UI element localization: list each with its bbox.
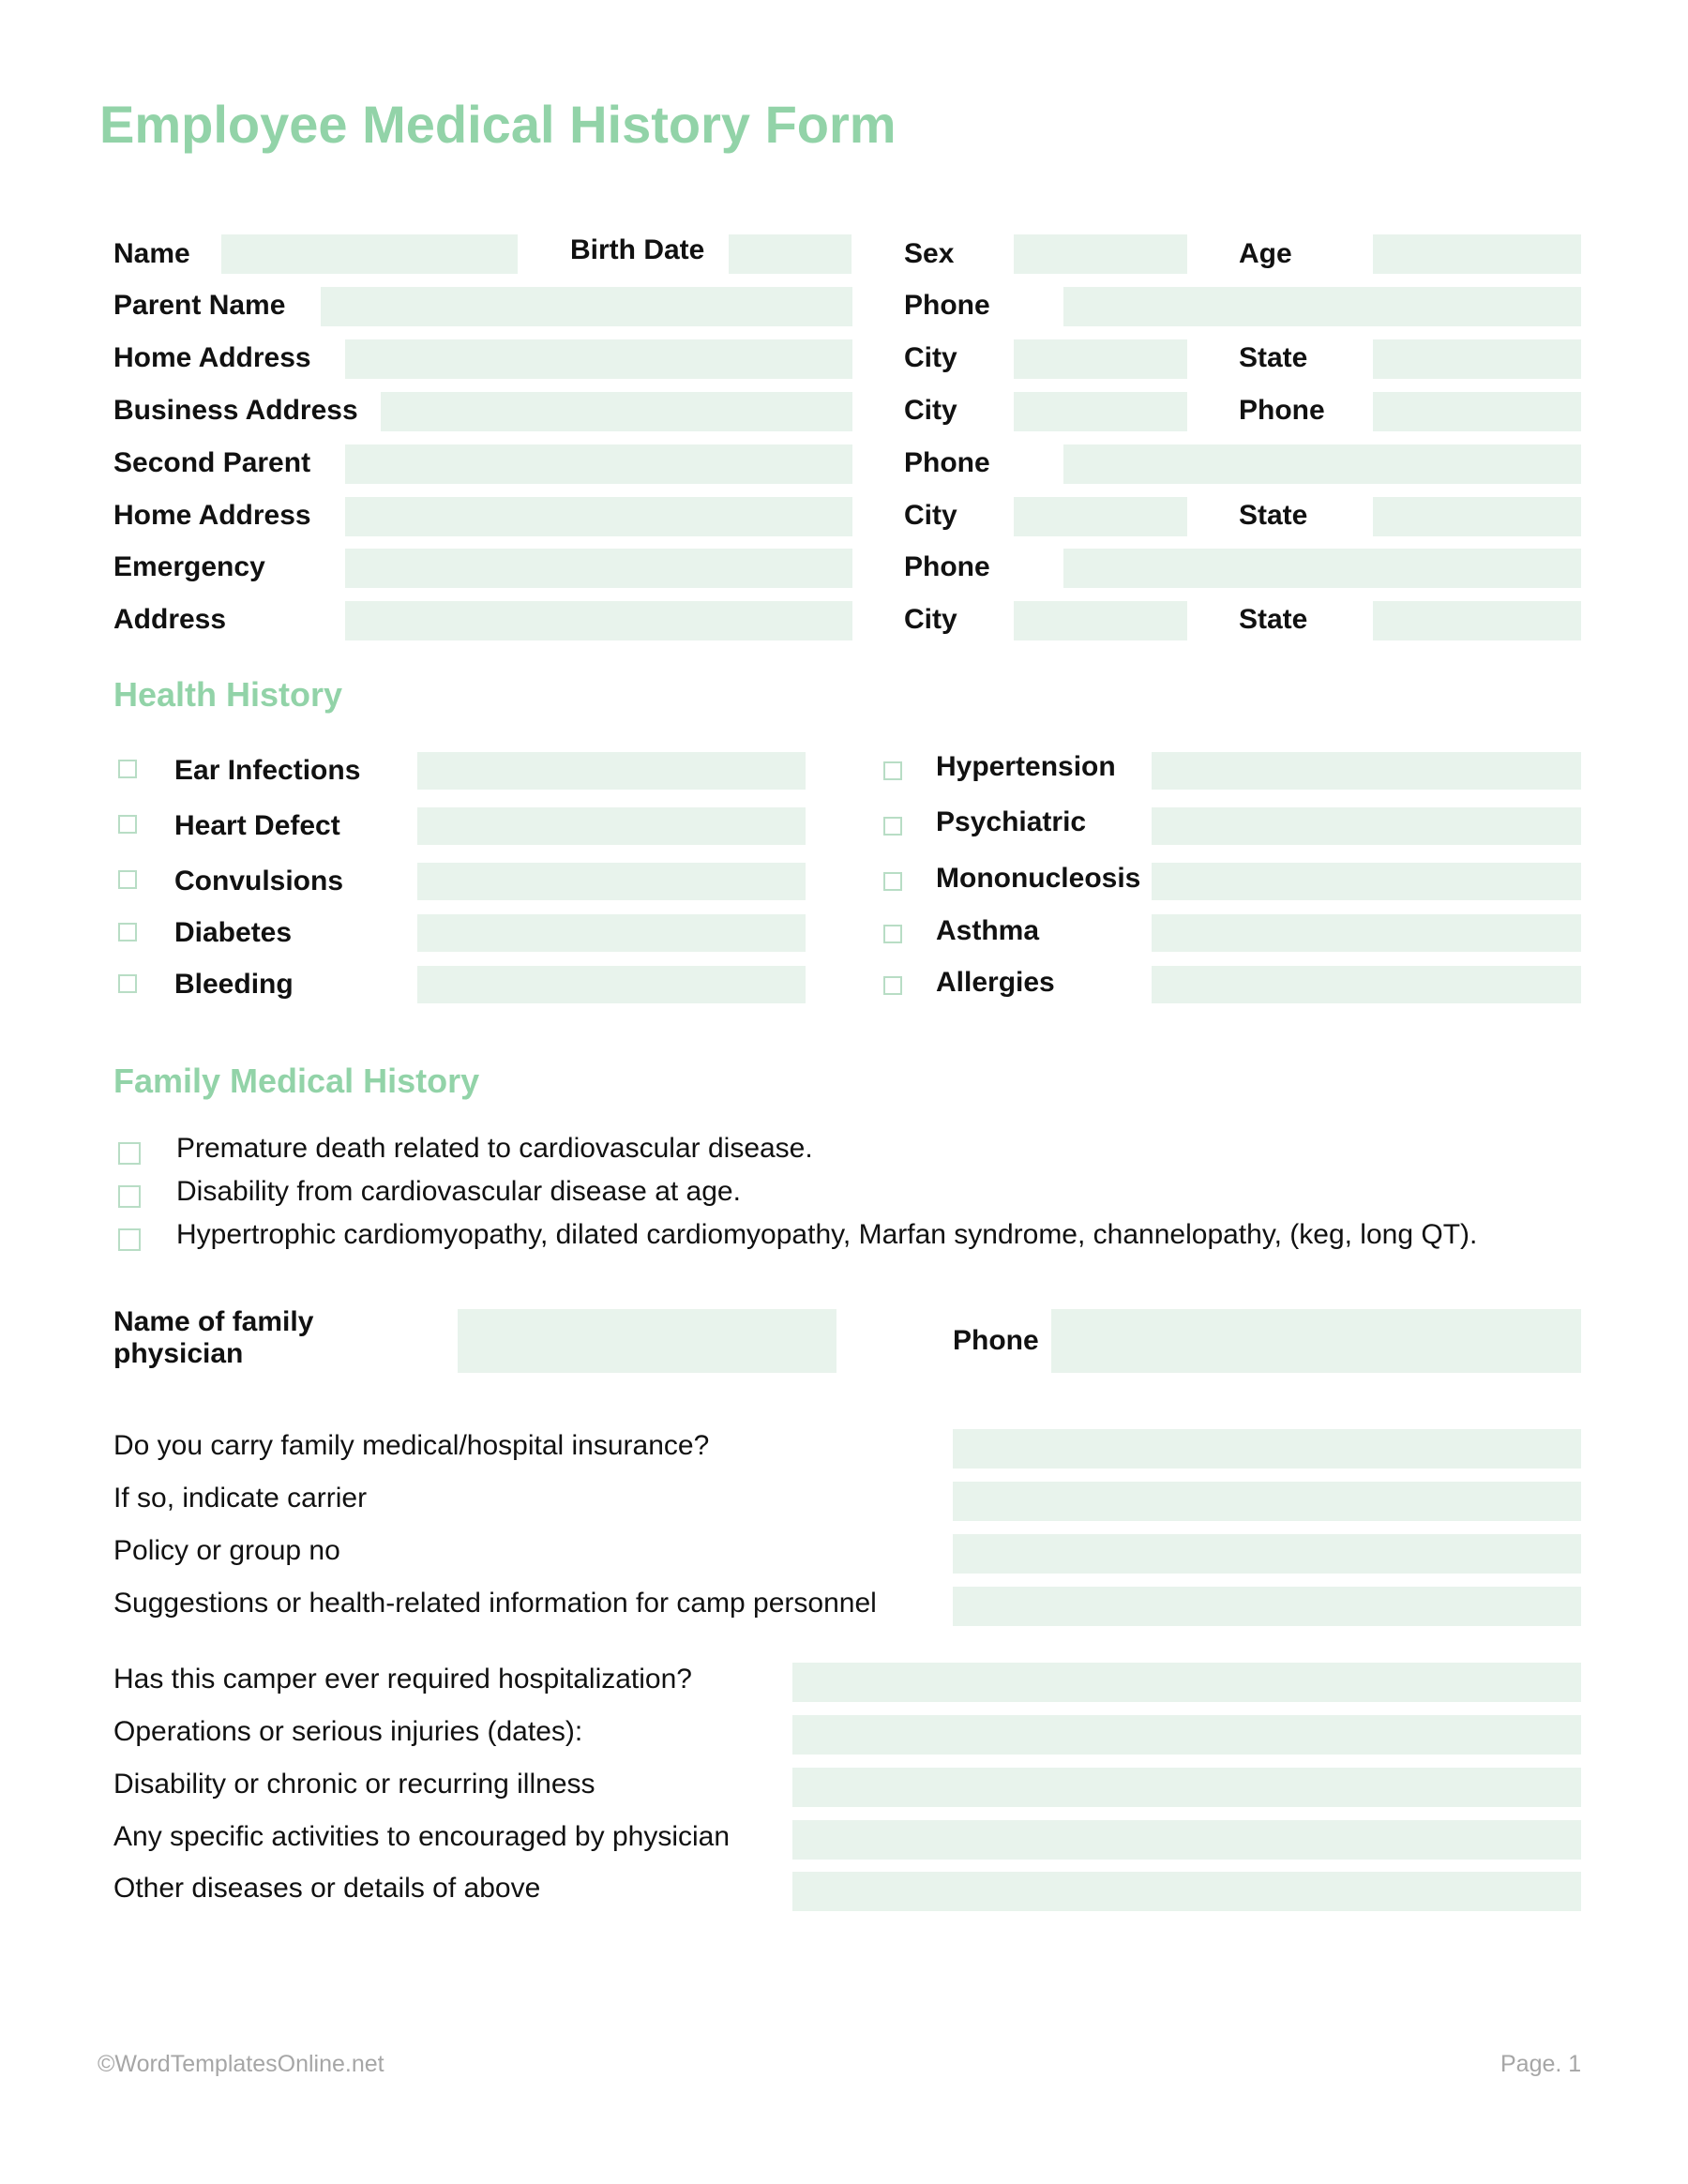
checkbox[interactable]	[118, 760, 137, 778]
question-label: Disability or chronic or recurring illness	[113, 1769, 595, 1800]
state-field[interactable]	[1373, 339, 1581, 379]
answer-field[interactable]	[792, 1768, 1581, 1807]
family-history-item: Premature death related to cardiovascular disease.	[176, 1133, 813, 1164]
condition-label: Psychiatric	[936, 806, 1087, 837]
age-label: Age	[1239, 238, 1292, 269]
answer-field[interactable]	[953, 1587, 1581, 1626]
address-city-label: City	[904, 604, 957, 635]
city-2-label: City	[904, 500, 957, 531]
emergency-field[interactable]	[345, 549, 852, 588]
health-history-heading: Health History	[113, 675, 343, 714]
physician-label	[113, 1306, 313, 1370]
home-address-label: Home Address	[113, 342, 311, 373]
address-state-field[interactable]	[1373, 601, 1581, 640]
condition-field[interactable]	[1152, 807, 1581, 845]
business-city-label: City	[904, 395, 957, 426]
checkbox[interactable]	[883, 817, 902, 836]
name-field[interactable]	[221, 234, 518, 274]
condition-label: Diabetes	[174, 917, 293, 948]
second-parent-field[interactable]	[345, 444, 852, 484]
answer-field[interactable]	[792, 1715, 1581, 1755]
condition-label: Allergies	[936, 967, 1055, 998]
physician-phone-label: Phone	[953, 1325, 1039, 1356]
emergency-label: Emergency	[113, 551, 265, 582]
answer-field[interactable]	[953, 1429, 1581, 1469]
checkbox[interactable]	[883, 761, 902, 780]
checkbox[interactable]	[118, 1142, 141, 1165]
answer-field[interactable]	[953, 1534, 1581, 1574]
phone-field[interactable]	[1063, 287, 1581, 326]
state-label: State	[1239, 342, 1308, 373]
question-label: Any specific activities to encouraged by physician	[113, 1821, 731, 1852]
question-label: Has this camper ever required hospitalization?	[113, 1664, 692, 1694]
address-city-field[interactable]	[1014, 601, 1187, 640]
address-state-label: State	[1239, 604, 1308, 635]
condition-field[interactable]	[417, 807, 806, 845]
business-phone-field[interactable]	[1373, 392, 1581, 431]
question-label: Suggestions or health-related information for camp personnel	[113, 1588, 877, 1619]
business-address-field[interactable]	[381, 392, 852, 431]
state-2-field[interactable]	[1373, 497, 1581, 536]
checkbox[interactable]	[883, 872, 902, 891]
phone-label: Phone	[904, 290, 990, 321]
condition-field[interactable]	[417, 752, 806, 790]
answer-field[interactable]	[953, 1482, 1581, 1521]
question-label: If so, indicate carrier	[113, 1483, 368, 1514]
checkbox[interactable]	[118, 923, 137, 941]
address-label: Address	[113, 604, 227, 635]
question-label: Operations or serious injuries (dates):	[113, 1716, 583, 1747]
checkbox[interactable]	[118, 815, 137, 834]
age-field[interactable]	[1373, 234, 1581, 274]
emergency-phone-label: Phone	[904, 551, 990, 582]
sex-label: Sex	[904, 238, 955, 269]
question-label: Policy or group no	[113, 1535, 340, 1566]
emergency-phone-field[interactable]	[1063, 549, 1581, 588]
condition-field[interactable]	[1152, 752, 1581, 790]
birth-date-field[interactable]	[729, 234, 852, 274]
second-parent-phone-label: Phone	[904, 447, 990, 478]
condition-field[interactable]	[1152, 863, 1581, 900]
family-history-heading: Family Medical History	[113, 1062, 480, 1100]
address-field[interactable]	[345, 601, 852, 640]
checkbox[interactable]	[118, 1185, 141, 1208]
checkbox[interactable]	[883, 976, 902, 995]
physician-phone-field[interactable]	[1051, 1309, 1581, 1373]
condition-field[interactable]	[1152, 966, 1581, 1003]
name-label: Name	[113, 238, 190, 269]
condition-field[interactable]	[1152, 914, 1581, 952]
business-address-label: Business Address	[113, 395, 358, 426]
city-label: City	[904, 342, 957, 373]
checkbox[interactable]	[883, 925, 902, 943]
condition-field[interactable]	[417, 966, 806, 1003]
second-parent-phone-field[interactable]	[1063, 444, 1581, 484]
parent-name-label: Parent Name	[113, 290, 286, 321]
business-phone-label: Phone	[1239, 395, 1325, 426]
condition-label: Convulsions	[174, 866, 344, 896]
condition-label: Hypertension	[936, 751, 1116, 782]
condition-field[interactable]	[417, 863, 806, 900]
family-history-item: Hypertrophic cardiomyopathy, dilated cardiomyopathy, Marfan syndrome, channelopathy, (keg, long QT).	[176, 1219, 1478, 1250]
state-2-label: State	[1239, 500, 1308, 531]
home-address-field[interactable]	[345, 339, 852, 379]
physician-label-line2: physician	[113, 1338, 244, 1369]
answer-field[interactable]	[792, 1872, 1581, 1911]
answer-field[interactable]	[792, 1820, 1581, 1860]
condition-field[interactable]	[417, 914, 806, 952]
page-number: Page. 1	[1500, 2051, 1582, 2077]
checkbox[interactable]	[118, 870, 137, 889]
family-history-item: Disability from cardiovascular disease at age.	[176, 1176, 741, 1207]
physician-field[interactable]	[458, 1309, 836, 1373]
page-title: Employee Medical History Form	[99, 95, 897, 154]
parent-name-field[interactable]	[321, 287, 852, 326]
answer-field[interactable]	[792, 1663, 1581, 1702]
checkbox[interactable]	[118, 974, 137, 993]
question-label: Other diseases or details of above	[113, 1873, 541, 1904]
city-2-field[interactable]	[1014, 497, 1187, 536]
condition-label: Asthma	[936, 915, 1040, 946]
second-parent-label: Second Parent	[113, 447, 311, 478]
condition-label: Bleeding	[174, 969, 294, 1000]
home-address-2-label: Home Address	[113, 500, 311, 531]
birth-date-label: Birth Date	[570, 234, 705, 265]
condition-label: Mononucleosis	[936, 863, 1141, 894]
city-field[interactable]	[1014, 339, 1187, 379]
condition-label: Heart Defect	[174, 810, 340, 841]
question-label: Do you carry family medical/hospital insurance?	[113, 1430, 710, 1461]
business-city-field[interactable]	[1014, 392, 1187, 431]
sex-field[interactable]	[1014, 234, 1187, 274]
copyright-text: ©WordTemplatesOnline.net	[98, 2051, 384, 2077]
physician-label-line1: Name of family	[113, 1306, 314, 1337]
checkbox[interactable]	[118, 1228, 141, 1251]
home-address-2-field[interactable]	[345, 497, 852, 536]
condition-label: Ear Infections	[174, 755, 361, 786]
